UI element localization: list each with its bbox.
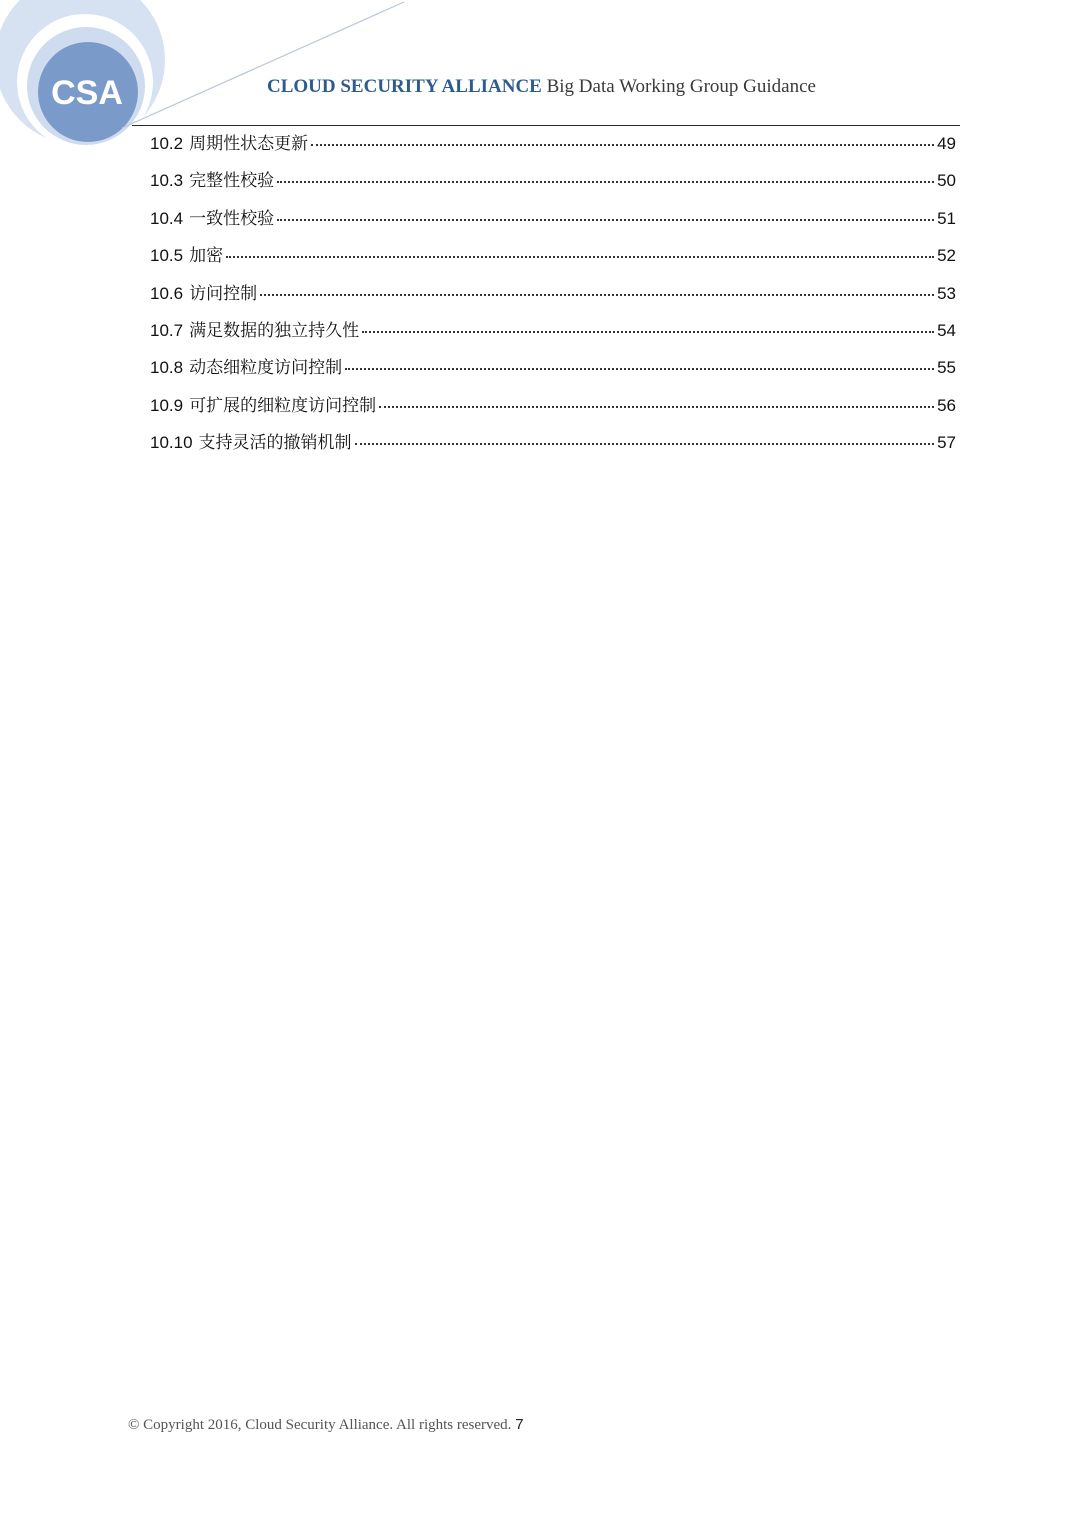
toc-entry-page: 57 [937,433,956,453]
logo-text: CSA [51,74,123,112]
toc-entry-number: 10.7 [150,320,184,340]
org-name: CLOUD SECURITY ALLIANCE [267,76,542,97]
toc-entry-page: 51 [937,208,956,228]
toc-entry[interactable] [150,355,956,392]
toc-entry-title: 一致性校验 [189,208,275,229]
toc-entry[interactable] [150,206,956,243]
toc-entry[interactable] [150,281,956,318]
toc-entry-page: 49 [937,134,956,153]
toc-entry-number: 10.6 [150,283,184,303]
toc-entry-title: 完整性校验 [189,171,275,192]
toc-leader-dots [362,331,934,333]
toc-entry-number: 10.9 [150,395,184,415]
toc-entry-title: 支持灵活的撤销机制 [198,433,352,454]
toc-entry-title: 可扩展的细粒度访问控制 [189,395,377,416]
toc-entry[interactable] [150,430,956,467]
toc-entry-number: 10.8 [150,358,184,378]
toc-entry[interactable] [150,393,956,430]
toc-entry-title: 访问控制 [189,283,258,304]
toc-entry-page: 53 [937,283,956,303]
toc-entry-title: 周期性状态更新 [189,134,309,154]
toc-entry-number: 10.10 [150,433,193,453]
copyright-text: © Copyright 2016, Cloud Security Alliance. All rights reserved. [128,1417,512,1433]
page-header [267,76,816,98]
toc-entry[interactable] [150,168,956,205]
toc-entry-page: 52 [937,246,956,266]
toc-entry-title: 满足数据的独立持久性 [189,320,360,341]
doc-title: Big Data Working Group Guidance [546,76,816,97]
toc-entry-page: 54 [937,320,956,340]
toc-entry-page: 56 [937,395,956,415]
toc-leader-dots [226,256,934,258]
toc-entry-number: 10.3 [150,171,184,191]
toc-entry-page: 55 [937,358,956,378]
toc-leader-dots [277,219,934,221]
page-number: 7 [515,1416,524,1433]
toc-entry[interactable] [150,243,956,280]
table-of-contents [150,131,956,468]
toc-entry-title: 动态细粒度访问控制 [189,358,343,379]
toc-leader-dots [311,144,934,146]
toc-entry-number: 10.5 [150,246,184,266]
toc-leader-dots [260,294,934,296]
header-divider [132,125,960,126]
toc-entry-number: 10.2 [150,134,184,153]
toc-entry-page: 50 [937,171,956,191]
toc-leader-dots [379,406,934,408]
toc-leader-dots [277,181,934,183]
toc-leader-dots [345,368,934,370]
toc-entry-title: 加密 [189,246,224,267]
page-footer [128,1416,524,1434]
toc-entry[interactable] [150,318,956,355]
toc-entry-number: 10.4 [150,208,184,228]
toc-leader-dots [355,443,935,445]
toc-entry[interactable] [150,131,956,168]
